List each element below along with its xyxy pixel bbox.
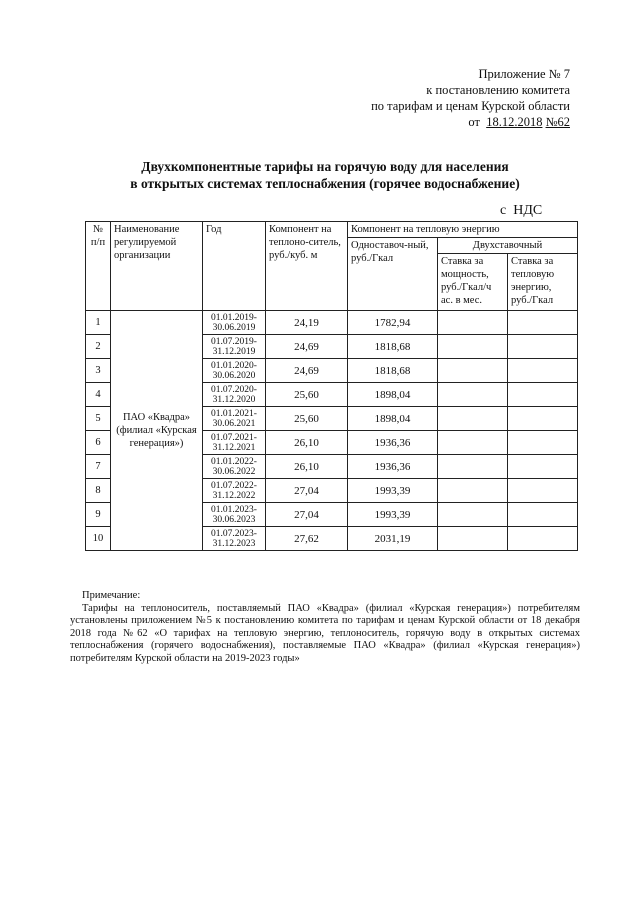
row-energy (508, 479, 578, 503)
document-title (90, 158, 560, 192)
row-capacity (438, 311, 508, 335)
row-carrier: 25,60 (266, 383, 348, 407)
appendix-date-prefix: от (468, 115, 480, 129)
row-no: 1 (86, 311, 111, 335)
title-line-2: в открытых системах теплоснабжения (горячее водоснабжение) (130, 176, 520, 191)
row-capacity (438, 431, 508, 455)
row-period: 01.01.2020-30.06.2020 (203, 359, 266, 383)
organization-name: ПАО «Квадра» (филиал «Курская генерация») (111, 311, 203, 551)
row-period: 01.07.2020-31.12.2020 (203, 383, 266, 407)
row-carrier: 27,62 (266, 527, 348, 551)
appendix-date-line (330, 114, 570, 130)
row-carrier: 24,69 (266, 335, 348, 359)
row-period: 01.07.2019-31.12.2019 (203, 335, 266, 359)
row-carrier: 26,10 (266, 455, 348, 479)
row-single: 1993,39 (348, 479, 438, 503)
row-no: 7 (86, 455, 111, 479)
row-single: 1818,68 (348, 359, 438, 383)
row-no: 9 (86, 503, 111, 527)
row-period: 01.07.2023-31.12.2023 (203, 527, 266, 551)
row-capacity (438, 479, 508, 503)
appendix-date: 18.12.2018 (486, 115, 543, 129)
header-heat-carrier: Компонент на теплоно-ситель, руб./куб. м (266, 222, 348, 311)
row-period: 01.07.2022-31.12.2022 (203, 479, 266, 503)
table-row (86, 311, 578, 335)
row-single: 1898,04 (348, 383, 438, 407)
row-period: 01.01.2022-30.06.2022 (203, 455, 266, 479)
row-no: 2 (86, 335, 111, 359)
row-carrier: 26,10 (266, 431, 348, 455)
appendix-number: №62 (545, 115, 570, 129)
row-energy (508, 455, 578, 479)
header-no: № п/п (86, 222, 111, 311)
row-capacity (438, 527, 508, 551)
appendix-line-1: Приложение № 7 (478, 67, 570, 81)
row-no: 8 (86, 479, 111, 503)
vat-note: с НДС (500, 203, 543, 218)
row-no: 5 (86, 407, 111, 431)
row-capacity (438, 359, 508, 383)
row-energy (508, 335, 578, 359)
row-no: 3 (86, 359, 111, 383)
row-period: 01.01.2021-30.06.2021 (203, 407, 266, 431)
row-energy (508, 503, 578, 527)
row-carrier: 25,60 (266, 407, 348, 431)
row-period: 01.01.2023-30.06.2023 (203, 503, 266, 527)
row-energy (508, 359, 578, 383)
row-carrier: 24,19 (266, 311, 348, 335)
header-energy-rate: Ставка за тепловую энергию, руб./Гкал (508, 254, 578, 311)
note-heading: Примечание: (82, 590, 141, 601)
row-period: 01.01.2019-30.06.2019 (203, 311, 266, 335)
header-year: Год (203, 222, 266, 311)
row-single: 1993,39 (348, 503, 438, 527)
title-line-1: Двухкомпонентные тарифы на горячую воду для населения (141, 159, 509, 174)
row-capacity (438, 455, 508, 479)
row-energy (508, 383, 578, 407)
row-no: 6 (86, 431, 111, 455)
row-energy (508, 431, 578, 455)
note-text: Тарифы на теплоноситель, поставляемый ПАО «Квадра» (филиал «Курская генерация») потребителям установлены приложением №5 к постановлению комитета по тарифам и ценам Курской области от 18 декабря 2018 года №62 «О тарифах на тепловую энергию, теплоноситель, горячую воду в открытых системах теплоснабжения (горячего водоснабжения), поставляемые ПАО «Квадра» (филиал «Курская генерация») потребителям Курской области на 2019-2023 годы» (70, 602, 580, 664)
appendix-line-3: по тарифам и ценам Курской области (371, 99, 570, 113)
row-carrier: 27,04 (266, 479, 348, 503)
row-energy (508, 407, 578, 431)
row-single: 1818,68 (348, 335, 438, 359)
tariff-table (85, 221, 578, 551)
row-period: 01.07.2021-31.12.2021 (203, 431, 266, 455)
row-no: 4 (86, 383, 111, 407)
appendix-block (330, 66, 570, 130)
header-heat-energy: Компонент на тепловую энергию (348, 222, 578, 238)
row-capacity (438, 503, 508, 527)
header-capacity-rate: Ставка за мощность, руб./Гкал/ч ас. в мес. (438, 254, 508, 311)
row-carrier: 27,04 (266, 503, 348, 527)
header-single-rate: Одноставоч-ный, руб./Гкал (348, 238, 438, 311)
row-single: 1936,36 (348, 455, 438, 479)
header-org: Наименование регулируемой организации (111, 222, 203, 311)
row-carrier: 24,69 (266, 359, 348, 383)
row-single: 1936,36 (348, 431, 438, 455)
row-no: 10 (86, 527, 111, 551)
row-single: 1782,94 (348, 311, 438, 335)
row-capacity (438, 407, 508, 431)
appendix-line-2: к постановлению комитета (426, 83, 570, 97)
header-two-rate: Двухставочный (438, 238, 578, 254)
row-capacity (438, 335, 508, 359)
note-block (70, 590, 580, 665)
row-energy (508, 527, 578, 551)
row-capacity (438, 383, 508, 407)
row-single: 2031,19 (348, 527, 438, 551)
row-energy (508, 311, 578, 335)
row-single: 1898,04 (348, 407, 438, 431)
